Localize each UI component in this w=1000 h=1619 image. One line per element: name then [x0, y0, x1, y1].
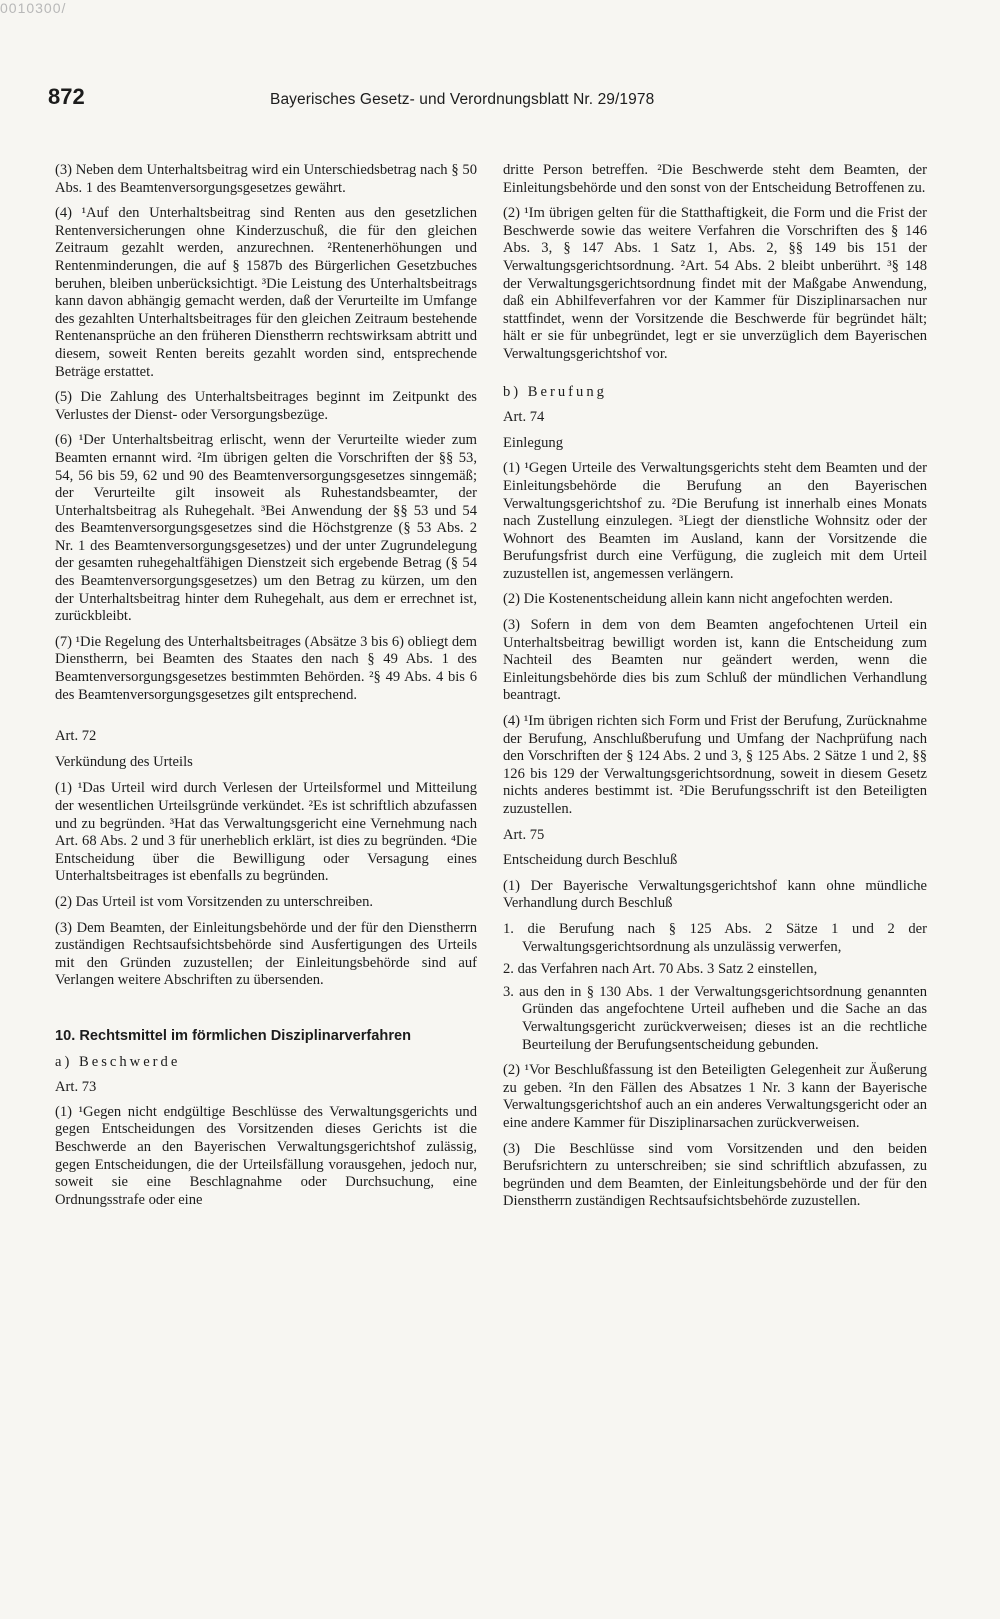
paragraph: (3) Dem Beamten, der Einleitungsbehörde und der für den Dienstherrn zuständigen Rechtsaufsichtsbehörde sind Ausfertigungen des Urteils mit den Gründen zuzustellen; der Einleitungsbehörde sind auf Verlangen weitere Abschriften zu übersenden.	[55, 919, 477, 989]
list-item: 3. aus den in § 130 Abs. 1 der Verwaltungsgerichtsordnung genannten Gründen das angefochtene Urteil aufheben und die Sache an das Verwaltungsgericht zurückverweisen; dieses ist an die rechtliche Beurteilung der Berufungsentscheidung gebunden.	[503, 983, 927, 1053]
section-heading: 10. Rechtsmittel im förmlichen Disziplinarverfahren	[55, 1027, 412, 1044]
paragraph: (1) ¹Gegen Urteile des Verwaltungsgerichts steht dem Beamten und der Einleitungsbehörde die Berufung an den Bayerischen Verwaltungsgerichtshof zu. ²Die Berufung ist innerhalb eines Monats nach Zustellung einzulegen. ³Liegt der dienstliche Wohnsitz oder der Wohnort des Beamten im Ausland, kann der Vorsitzende die Berufungsfrist durch eine Verfügung, die zugleich mit dem Urteil zuzustellen ist, angemessen verlängern.	[503, 460, 927, 582]
subsection-heading: b) Berufung	[503, 383, 607, 400]
paragraph: (1) ¹Das Urteil wird durch Verlesen der Urteilsformel und Mitteilung der wesentlichen Urteilsgründe verkündet. ²Es ist schriftlich abzufassen und zu begründen. ³Hat das Verwaltungsgericht eine Vernehmung nach Art. 68 Abs. 2 und 3 für unerheblich erklärt, ist dies zu begründen. ⁴Die Entscheidung über die Bewilligung oder Versagung eines Unterhaltsbeitrages ist ebenfalls zu begründen.	[55, 780, 477, 885]
paragraph: (5) Die Zahlung des Unterhaltsbeitrages beginnt im Zeitpunkt des Verlustes der Dienst- oder Versorgungsbezüge.	[55, 389, 477, 423]
paragraph: (2) ¹Vor Beschlußfassung ist den Beteiligten Gelegenheit zur Äußerung zu geben. ²In den Fällen des Absatzes 1 Nr. 3 kann der Bayerische Verwaltungsgerichtshof auch an ein anderes Verwaltungsgericht oder an eine andere Kammer für Disziplinarsachen zurückverweisen.	[503, 1062, 927, 1131]
paragraph: (2) Das Urteil ist vom Vorsitzenden zu unterschreiben.	[55, 893, 374, 910]
article-title: Einlegung	[503, 434, 563, 451]
paragraph: (3) Neben dem Unterhaltsbeitrag wird ein Unterschiedsbetrag nach § 50 Abs. 1 des Beamtenversorgungsgesetzes gewährt.	[55, 162, 477, 196]
paragraph: (7) ¹Die Regelung des Unterhaltsbeitrages (Absätze 3 bis 6) obliegt dem Dienstherrn, bei Beamten des Staates den nach § 49 Abs. 1 des Beamtenversorgungsgesetzes bestimmten Behörden. ²§ 49 Abs. 4 bis 6 des Beamtenversorgungsgesetzes gilt entsprechend.	[55, 633, 477, 703]
paragraph: (3) Die Beschlüsse sind vom Vorsitzenden und den beiden Berufsrichtern zu unterschreiben; sie sind schriftlich abzufassen, zu begründen und dem Beamten, der Einleitungsbehörde und der für den Dienstherrn zuständigen Rechtsaufsichtsbehörde zuzustellen.	[503, 1140, 927, 1210]
paragraph: (4) ¹Im übrigen richten sich Form und Frist der Berufung, Zurücknahme der Berufung, Anschlußberufung und Umfang der Nachprüfung nach den Vorschriften der § 124 Abs. 2 und 3, § 125 Abs. 2 Sätze 1 und 2, §§ 126 bis 129 der Verwaltungsgerichtsordnung, soweit in diesem Gesetz nichts anderes bestimmt ist. ²Die Berufungsschrift ist den Beteiligten zuzustellen.	[503, 713, 927, 817]
subsection-heading: a) Beschwerde	[55, 1053, 181, 1070]
paragraph: (1) ¹Gegen nicht endgültige Beschlüsse des Verwaltungsgerichts und gegen Entscheidungen des Vorsitzenden dieses Gerichts ist die Beschwerde an den Bayerischen Verwaltungsgerichtshof zulässig, gegen Entscheidungen, die der Urteilsfällung vorausgehen, jedoch nur, soweit sie eine Beschlagnahme oder Durchsuchung, eine Ordnungsstrafe oder eine	[55, 1103, 477, 1208]
page-number: 872	[48, 84, 85, 109]
article-number: Art. 74	[503, 409, 545, 426]
paragraph: (2) Die Kostenentscheidung allein kann nicht angefochten werden.	[503, 591, 893, 608]
paragraph: (3) Sofern in dem von dem Beamten angefochtenen Urteil ein Unterhaltsbeitrag bewilligt worden ist, kann die Entscheidung zum Nachteil des Beamten nur geändert werden, wenn die Einleitungsbehörde dies bis zum Schluß der mündlichen Verhandlung beantragt.	[503, 617, 927, 704]
paragraph: (6) ¹Der Unterhaltsbeitrag erlischt, wenn der Verurteilte wieder zum Beamten ernannt wird. ²Im übrigen gelten die Vorschriften der §§ 53, 54, 56 bis 59, 62 und 90 des Beamtenversorgungsgesetzes sinngemäß; der Verurteilte gilt insoweit als Ruhestandsbeamter, der Unterhaltsbeitrag als Ruhegehalt. ³Bei Anwendung der §§ 53 und 54 des Beamtenversorgungsgesetzes sind die Höchstgrenze (§ 53 Abs. 2 Nr. 1 des Beamtenversorgungsgesetzes) und der unter Zugrundelegung der gesamten ruhegehaltfähigen Dienstzeit sich ergebende Betrag (§ 54 des Beamtenversorgungsgesetzes) um den Betrag zu kürzen, um den der Unterhaltsbeitrag hinter dem Ruhegehalt, aus dem er errechnet ist, zurückbleibt.	[55, 432, 477, 625]
page-header	[48, 84, 952, 114]
article-title: Verkündung des Urteils	[55, 753, 193, 770]
publication-title: Bayerisches Gesetz- und Verordnungsblatt Nr. 29/1978	[270, 91, 655, 108]
list-item: 2. das Verfahren nach Art. 70 Abs. 3 Satz 2 einstellen,	[503, 961, 818, 978]
paragraph: dritte Person betreffen. ²Die Beschwerde steht dem Beamten, der Einleitungsbehörde und den sonst von der Entscheidung Betroffenen zu.	[503, 162, 927, 196]
article-number: Art. 73	[55, 1079, 97, 1096]
list-item: 1. die Berufung nach § 125 Abs. 2 Sätze 1 und 2 der Verwaltungsgerichtsordnung als unzulässig verwerfen,	[503, 920, 927, 955]
paragraph: (4) ¹Auf den Unterhaltsbeitrag sind Renten aus den gesetzlichen Rentenversicherungen ohne Kinderzuschuß, die für den gleichen Zeitraum gezahlt werden, anzurechnen. ²Rentenerhöhungen und Rentenminderungen, die auf § 1587b des Bürgerlichen Gesetzbuches beruhen, bleiben unberücksichtigt. ³Die Leistung des Unterhaltsbeitrags kann davon abhängig gemacht werden, daß der Verurteilte im Umfange des gezahlten Unterhaltsbeitrages für den gleichen Zeitraum bestehende Rentenansprüche an den früheren Dienstherrn rechtswirksam abtritt und diesem, soweit Renten bereits gezahlt worden sind, entsprechende Beträge erstattet.	[55, 205, 477, 380]
article-title: Entscheidung durch Beschluß	[503, 852, 678, 869]
article-number: Art. 75	[503, 826, 545, 843]
paragraph: (2) ¹Im übrigen gelten für die Statthaftigkeit, die Form und die Frist der Beschwerde sowie das weitere Verfahren die Vorschriften des § 146 Abs. 3, § 147 Abs. 1 Satz 1, Abs. 2, §§ 149 bis 151 der Verwaltungsgerichtsordnung. ²Art. 54 Abs. 2 bleibt unberührt. ³§ 148 der Verwaltungsgerichtsordnung findet mit der Maßgabe Anwendung, daß ein Abhilfeverfahren vor der Kammer für Disziplinarsachen nur stattfindet, wenn der Vorsitzende die Beschwerde für begründet hält; hält er sie für unbegründet, legt er sie unverzüglich dem Bayerischen Verwaltungsgerichtshof vor.	[503, 205, 927, 362]
right-column	[503, 162, 927, 1219]
scan-mark: 0010300/	[0, 0, 67, 16]
left-column	[55, 162, 477, 1217]
article-number: Art. 72	[55, 728, 97, 745]
paragraph: (1) Der Bayerische Verwaltungsgerichtshof kann ohne mündliche Verhandlung durch Beschluß	[503, 877, 927, 912]
